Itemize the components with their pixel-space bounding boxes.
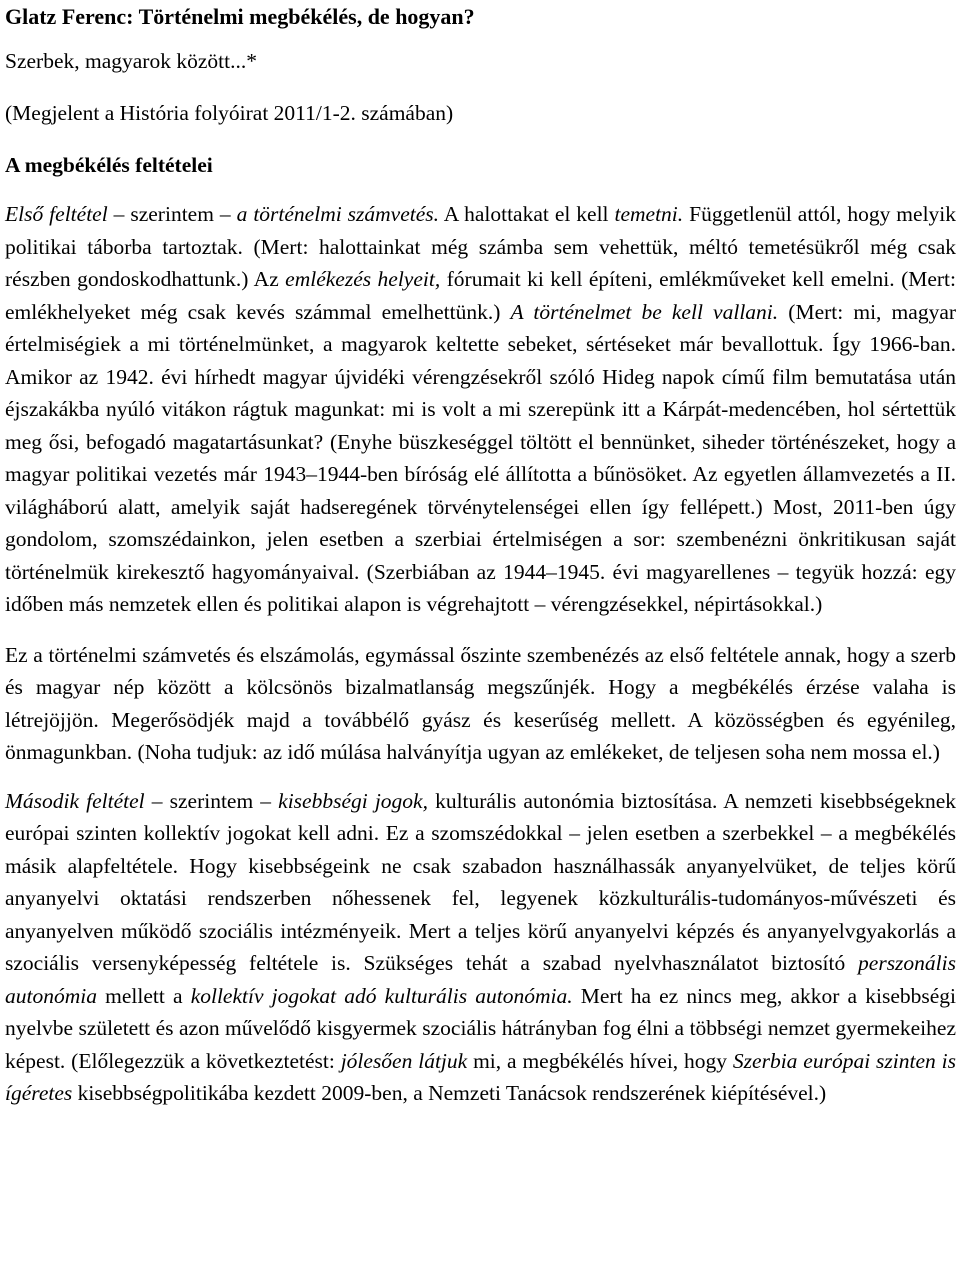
- italic-text: Szerbia európai szinten is ígéretes: [5, 1048, 956, 1105]
- italic-text: jólesően látjuk: [340, 1048, 468, 1073]
- paragraph-first-condition: [5, 198, 956, 621]
- document-title: Glatz Ferenc: Történelmi megbékélés, de hogyan?: [5, 4, 475, 29]
- body-text: kulturális autonómia biztosítása. A nemzeti kisebbségeknek európai szinten kollektív jogokat kell adni. Ez a szomszédokkal – jelen esetben a szerbekkel – a megbékélés másik alapfeltétele. Hogy kisebbségeink ne csak szabadon használhassák anyanyelvüket, de teljes körű anyanyelvi oktatási rendszerben nőhessenek fel, legyenek közkulturális-tudományos-művészeti és anyanyelven működő szociális intézményeik. Mert a teljes körű anyanyelvi képzés és anyanyelvgyakorlás a szociális versenyképesség feltétele is. Szükséges tehát a szabad nyelvhasználatot biztosító: [5, 788, 957, 975]
- body-text: kisebbségpolitikába kezdett 2009-ben, a Nemzeti Tanácsok rendszerének kiépítésével.): [72, 1081, 827, 1105]
- italic-text: temetni.: [614, 202, 684, 226]
- body-text: – szerintem –: [144, 788, 279, 813]
- body-text: Függetlenül attól, hogy melyik politikai táborba tartoztak. (Mert: halottainkat még számba sem vehettük, méltó temetésükről még csak részben gondoskodhattunk.) Az: [5, 202, 957, 291]
- italic-text: perszonális autonómia: [5, 951, 956, 1008]
- document-subtitle: Szerbek, magyarok között...*: [5, 49, 257, 73]
- italic-text: Első feltétel: [5, 202, 108, 226]
- body-text: A halottakat el kell: [439, 202, 615, 226]
- paragraph-reckoning: Ez a történelmi számvetés és elszámolás, egymással őszinte szembenézés az első feltétele annak, hogy a szerb és magyar nép között a kölcsönös bizalmatlanság megszűnjék. Hogy a megbékélés érzése valaha is létrejöjjön. Megerősödjék majd a továbbélő gyász és keserűség mellett. A közösségben és egyénileg, önmagunkban. (Noha tudjuk: az idő múlása halványítja ugyan az emlékeket, de teljesen soha nem mossa el.): [5, 642, 956, 764]
- body-text: Mert ha ez nincs meg, akkor a kisebbségi nyelvbe született és azon művelődő kisgyermek szociális hátrányban fog élni a többségi nemzet gyermekeihez képest. (Előlegezzük a következtetést:: [5, 983, 956, 1073]
- publication-note: (Megjelent a História folyóirat 2011/1-2. számában): [5, 101, 454, 125]
- body-text: mellett a: [96, 983, 191, 1008]
- paragraph-second-condition: [5, 785, 956, 1110]
- italic-text: kollektív jogokat adó kulturális autonómia.: [190, 983, 573, 1008]
- italic-text: A történelmet be kell vallani.: [510, 299, 779, 324]
- body-text: – szerintem –: [107, 202, 237, 226]
- italic-text: Második feltétel: [5, 788, 145, 813]
- section-heading: A megbékélés feltételei: [5, 153, 213, 177]
- italic-text: kisebbségi jogok,: [278, 788, 428, 813]
- body-text: (Mert: mi, magyar értelmiségiek a mi történelmünket, a magyarok keltette sebeket, sértéseket már bevallottuk. Így 1966-ban. Amikor az 1942. évi hírhedt magyar újvidéki vérengzésekről szóló Hideg napok című film bemutatása után éjszakákba nyúló vitákon rágtuk magunkat: mi is volt a mi szerepünk itt a Kárpát-medencében, hol sértettük meg ősi, befogadó magatartásunkat? (Enyhe büszkeséggel töltött el bennünket, siheder történészeket, hogy a magyar politikai vezetés már 1943–1944-ben bíróság elé állította a bűnösöket. Az egyetlen államvezetés a II. világháború alatt, amelyik saját hadseregének törvénytelenségei ellen így fellépett.) Most, 2011-ben úgy gondolom, szomszédainkon, jelen esetben a szerbiai értelmiségen a sor: szembenézni önkritikusan saját történelmük kirekesztő hagyományaival. (Szerbiában az 1944–1945. évi magyarellenes – tegyük hozzá: egy időben más nemzetek ellen és politikai alapon is végrehajtott – vérengzésekkel, népirtásokkal.): [5, 299, 957, 616]
- body-text: mi, a megbékélés hívei, hogy: [467, 1048, 733, 1073]
- italic-text: a történelmi számvetés.: [236, 202, 440, 226]
- body-text: fórumait ki kell építeni, emlékműveket kell emelni. (Mert: emlékhelyeket még csak kevés számmal emelhettünk.): [5, 267, 956, 324]
- italic-text: emlékezés helyeit,: [285, 267, 441, 291]
